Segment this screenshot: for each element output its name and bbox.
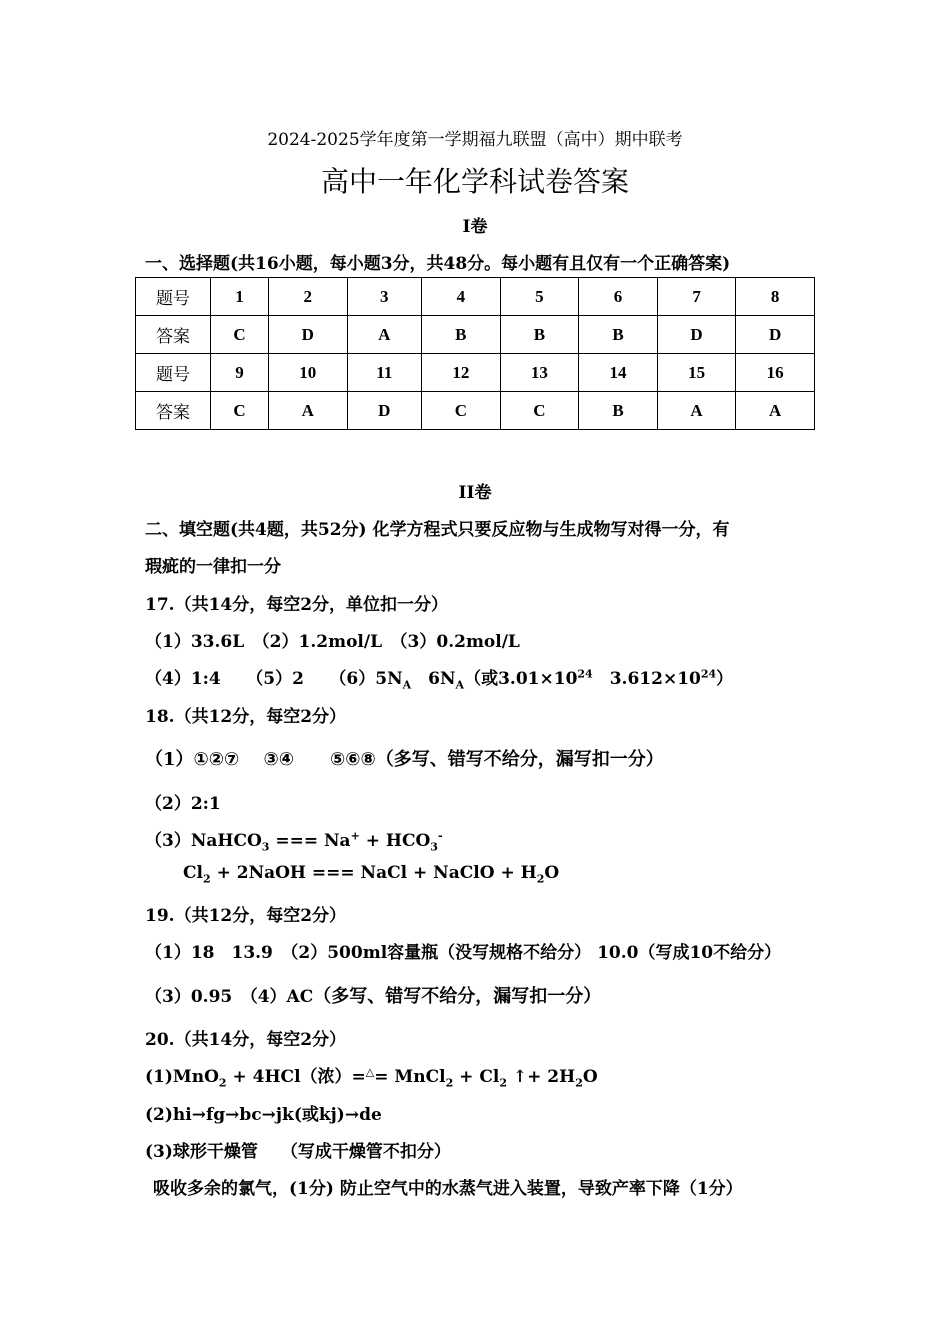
- q17-line2-text: （或3.01×10: [464, 669, 578, 689]
- question-number: 7: [657, 278, 736, 316]
- q20-line1: [145, 1062, 598, 1090]
- q18-line1-answer: ①②⑦ ③④ ⑤⑥⑧（多写、错写不给分，漏写扣一分）: [193, 749, 664, 770]
- equation-text: ↑+ 2H: [506, 1067, 576, 1087]
- answer-table: [135, 277, 815, 430]
- question-number: 16: [736, 354, 815, 392]
- q17-header: 17.（共14分，每空2分，单位扣一分）: [145, 595, 449, 615]
- equation-text: O: [582, 1067, 598, 1087]
- subscript: 2: [499, 1076, 507, 1090]
- subscript: 2: [218, 1076, 227, 1090]
- q18-line1-prefix: （1）: [145, 749, 194, 770]
- page-title: 高中一年化学科试卷答案: [320, 165, 629, 198]
- question-number: 10: [268, 354, 347, 392]
- answer-cell: D: [736, 316, 815, 354]
- subscript: 2: [536, 872, 545, 886]
- subscript: 2: [203, 872, 211, 886]
- answer-cell: B: [579, 316, 658, 354]
- question-number: 15: [657, 354, 736, 392]
- equation-text: (1)MnO: [145, 1067, 219, 1087]
- q19-line1: （1）18 13.9 （2）500ml容量瓶（没写规格不给分） 10.0（写成10不给分）: [145, 943, 782, 963]
- answer-cell: C: [422, 392, 501, 430]
- q17-line2-text: ）: [716, 669, 734, 689]
- q19-line2-answer: （3）0.95 （4）AC: [145, 987, 314, 1007]
- answer-cell: B: [579, 392, 658, 430]
- answer-cell: C: [211, 316, 269, 354]
- question-number: 2: [268, 278, 347, 316]
- q19-line2: [145, 982, 601, 1008]
- table-row: [136, 278, 815, 316]
- question-number: 12: [422, 354, 501, 392]
- row-label-question: 题号: [136, 278, 211, 316]
- part2-section-line2: 瑕疵的一律扣一分: [145, 557, 281, 577]
- answer-cell: D: [347, 392, 421, 430]
- row-label-answer: 答案: [136, 392, 211, 430]
- q20-line2: (2)hi→fg→bc→jk(或kj)→de: [145, 1105, 382, 1125]
- table-row: [136, 316, 815, 354]
- part1-heading: I卷: [462, 217, 488, 237]
- q17-line2-text: 6N: [411, 669, 456, 689]
- q17-line2-text: 3.612×10: [592, 669, 701, 689]
- row-label-question: 题号: [136, 354, 211, 392]
- equation-text: + 2NaOH === NaCl + NaClO + H: [210, 863, 537, 883]
- superscript: 24: [577, 667, 593, 681]
- subscript: 2: [575, 1076, 583, 1090]
- answer-cell: C: [211, 392, 269, 430]
- superscript: 24: [700, 667, 717, 681]
- equation-text: + 4HCl（浓）=: [226, 1067, 366, 1087]
- q19-line2-note: （多写、错写不给分，漏写扣一分）: [313, 986, 602, 1007]
- q17-line2: [145, 664, 734, 692]
- question-number: 5: [500, 278, 579, 316]
- question-number: 9: [211, 354, 269, 392]
- answer-cell: A: [736, 392, 815, 430]
- answer-cell: D: [657, 316, 736, 354]
- equation-text: Cl: [183, 863, 203, 883]
- q18-line1: [145, 745, 664, 771]
- q20-header: 20.（共14分，每空2分）: [145, 1030, 347, 1050]
- superscript: +: [350, 829, 360, 843]
- q18-line3: [145, 826, 443, 854]
- answer-cell: A: [268, 392, 347, 430]
- question-number: 8: [736, 278, 815, 316]
- equation-text: O: [544, 863, 560, 883]
- q18-line2: （2）2:1: [145, 794, 221, 814]
- question-number: 3: [347, 278, 421, 316]
- equation-text: + HCO: [359, 831, 431, 851]
- table-row: [136, 392, 815, 430]
- answer-cell: A: [657, 392, 736, 430]
- q20-line3: (3)球形干燥管 （写成干燥管不扣分）: [145, 1142, 451, 1162]
- subscript: A: [455, 678, 465, 692]
- q20-line4: 吸收多余的氯气，(1分) 防止空气中的水蒸气进入装置，导致产率下降（1分）: [153, 1179, 743, 1199]
- q19-header: 19.（共12分，每空2分）: [145, 906, 347, 926]
- q17-line1: （1）33.6L （2）1.2mol/L （3）0.2mol/L: [145, 632, 520, 652]
- subscript: 2: [445, 1076, 454, 1090]
- answer-cell: B: [500, 316, 579, 354]
- question-number: 13: [500, 354, 579, 392]
- superscript: △: [365, 1065, 375, 1079]
- equation-text: + Cl: [453, 1067, 500, 1087]
- question-number: 14: [579, 354, 658, 392]
- subscript: 3: [261, 840, 270, 854]
- subscript: 3: [430, 840, 438, 854]
- question-number: 1: [211, 278, 269, 316]
- answer-cell: B: [422, 316, 501, 354]
- answer-cell: C: [500, 392, 579, 430]
- subscript: A: [402, 678, 412, 692]
- part2-heading: II卷: [458, 483, 492, 503]
- question-number: 11: [347, 354, 421, 392]
- question-number: 6: [579, 278, 658, 316]
- part2-section-line1: 二、填空题(共4题，共52分) 化学方程式只要反应物与生成物写对得一分，有: [145, 520, 730, 540]
- exam-subtitle: 2024-2025学年度第一学期福九联盟（高中）期中联考: [267, 130, 683, 150]
- answer-cell: A: [347, 316, 421, 354]
- answer-cell: D: [268, 316, 347, 354]
- row-label-answer: 答案: [136, 316, 211, 354]
- equation-text: （3）NaHCO: [145, 831, 262, 851]
- q17-line2-text: （4）1:4 （5）2 （6）5N: [145, 669, 403, 689]
- equation-text: = MnCl: [374, 1067, 446, 1087]
- table-row: [136, 354, 815, 392]
- superscript: -: [437, 829, 443, 843]
- equation-text: === Na: [269, 831, 351, 851]
- question-number: 4: [422, 278, 501, 316]
- q18-header: 18.（共12分，每空2分）: [145, 707, 347, 727]
- q18-line4: [183, 863, 560, 886]
- part1-section-title: 一、选择题(共16小题，每小题3分，共48分。每小题有且仅有一个正确答案): [145, 254, 731, 274]
